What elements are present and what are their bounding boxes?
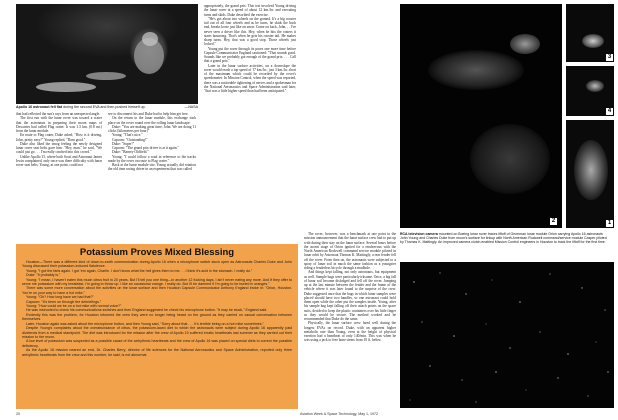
paragraph: The rover, however, was a benchmark at one point in the mission announcement that the lunar surface crew had to put up with during their stay on the lunar surface. Several hours before the ascent stage of Orion ignited for a rendezvous with the North American Rockwell command service module piloted in lunar orbit by Astronaut Thomas K. Mattingly, a rear fender fell off the rover. From then on, the astronauts were subjected to a spray of lunar soil in much the same fashion as a youngster riding a fenderless bicycle through a mudhole. <box>304 232 396 270</box>
paragraph: Unlike Apollo 15, where both Scott and Astronaut James Irwin complained, only once was there difficulty with lunar rover seat belts. Young, at one point, could not <box>16 154 102 167</box>
paragraph: On the return to the lunar module, this exchange took place on the rover round over the rolling lunar landscape: <box>108 116 196 125</box>
paragraph: Later in the lunar surface activities, on a downslope the rover would reach a top speed of 17 km./hr., just 3 km./hr. short of the maximum which could be recorded by the rover's speedometer. In Mission Control, when the speed was reported, there was a noticeable tightening of nerves and a spokesman for the National Aeronautics and Space Administration said later, "that was a little higher speed than had been anticipated." <box>204 63 297 93</box>
sidebar-paragraph: Young: "How could we be on a hot mike with normal voice?" <box>26 304 122 309</box>
sidebar-paragraph: Young: "I mean, I haven't eaten this much citrus fruit in 20 years. But I'll tell you one thing—in another 12 fucking days, I ain't never eating any more. And if they offer to serve me potassium with my breakfast, I'm going to throw up. I like an occasional orange, I really do. But I'll be damned if I'm going to be buried in oranges." <box>22 277 292 287</box>
star-field-photo <box>400 262 614 408</box>
liftoff-tv-frame-4 <box>566 66 614 116</box>
sidebar-paragraph: He was instructed to check his communications switches and then England suggested he check his microphone button. "It may be stuck," England said. <box>26 308 268 313</box>
photo-caption: Apollo 16 astronaut fell flat during the second EVA and then pushed himself up. —NASA <box>16 105 198 109</box>
paragraph: see to disconnect his and Duke had to help him get free. <box>108 112 189 116</box>
sidebar-paragraph: There was some more conversation about the activities on the lunar surface and then Houston Capsule Communicator Anthony England broke in: "Orion, Houston. You're on your way to have a hot mike." <box>22 286 292 295</box>
paragraph: En route to Flag crater, Duke asked, "How is it driving, John, pretty easy?" Young replied, "Darn good." <box>16 133 102 142</box>
sidebar-paragraph: Later, Houston again was asked about the microphone button, and then Young said, "Sorry about that . . . It's terrible being on a hot mike sometimes." <box>26 321 264 326</box>
sidebar-paragraph: Duke: "It probably is." <box>26 273 61 278</box>
paragraph: The first run with the lunar rover was toward a crater that the astronauts in preparing their moon maps of Descartes had called Flag crater. It was 1.3 km. (0.8 mi.) from the lunar module. <box>16 116 102 133</box>
frame-number: 1 <box>607 220 612 226</box>
page-number: 20 <box>16 412 20 416</box>
journal-footer: Aviation Week & Space Technology, May 1, 1972 <box>300 412 379 416</box>
sidebar-paragraph: As the Apollo 16 mission neared an end, Dr. Charles Berry, director of life sciences for the National Aeronautics and Space Administration, reported only three arrhythmic heartbeats from the crew and this number, he said, is not abnormal. <box>22 348 292 357</box>
sidebar-title: Potassium Proves Mixed Blessing <box>79 247 235 258</box>
paragraph: Young: "I could follow a road in reference to the tracks made by the rover on route to Flag crater." <box>108 154 196 163</box>
sidebar-paragraph: Despite Young's complaints about the overabundance of citrus, the potassium-laced diet to which the astronauts were subject during Apollo 16 apparently paid dividends from a medical standpoint. The diet was introduced for the mission after the crew of Apollo 15 suffered erratic heartbeats last summer as they carried out their mission to the moon. <box>22 326 292 339</box>
liftoff-tv-frame-3 <box>566 4 614 62</box>
potassium-sidebar <box>16 244 298 409</box>
frame-number: 2 <box>551 218 556 224</box>
article-column-2 <box>108 112 196 172</box>
paragraph: Capcom: "The grand prix driver is at it again." <box>112 146 179 150</box>
article-column-3 <box>204 4 296 93</box>
paragraph: "He's got about two wheels on the ground. It's a big rooster tail out of all four wheels and as he turns, he skids the back end, breaks loose just like on snow. Come on back, John. . . I've never seen a driver like this. Hey, when he hits the craters it starts bouncing. That's when he gets his rooster tail. He makes sharp turns. Hey, that was a good stop. Those wheels just locked." <box>204 16 296 47</box>
astronaut-photo <box>16 4 198 104</box>
sidebar-paragraph: Young: "Oh? How long have we had that?" <box>26 295 94 300</box>
frame-number: 4 <box>607 108 612 114</box>
paragraph: that had reflected the sun's rays from an unexpected angle. <box>16 112 101 116</box>
paragraph: appropriately, the grand prix. This test involved Young driving the lunar rover at a speed of about 12 km./hr. and executing turns and skids. Duke described the exercise. <box>204 4 296 17</box>
sidebar-paragraph: Evidently this was the problem, for Houston informed the crew they were no longer being heard on the ground as they carried on casual conversation between themselves. <box>22 312 292 322</box>
sidebar-paragraph: Houston—There was a different kind of down-to-earth communication during Apollo 16 when a microphone switch stuck open as Astronauts Charles Duke and John Young discussed their potassium-induced flatulence. <box>22 260 292 269</box>
paragraph: Physically, the lunar surface crew fared well during the longest EVAs on record. Duke, with an apparent higher metabolic rate than Young, even at the height of physical exertion had a heartbeat of only 140/min. This was when he was using a jack to free bone stems from 10 ft. below <box>304 321 396 343</box>
sidebar-body <box>22 260 292 357</box>
article-column-4 <box>304 232 396 343</box>
paragraph: Back at the lunar module site, Young actually did rotation the old time racing driver in an experiment that was called <box>108 163 196 172</box>
paragraph: Young: "That's nice." <box>112 133 143 138</box>
sidebar-paragraph: Young: "I got the farts again. I got 'em again, Charlie. I don't know what the hell gives them to me. . . I think it's acid in the stomach. I really do." <box>26 268 253 273</box>
photo-credit: —NASA <box>184 105 198 109</box>
paragraph: Duke: "Super!" <box>112 141 135 146</box>
paragraph: Duke: "Barney Oldfield." <box>112 150 149 155</box>
paragraph: Young put the rover through its paces one more time before Capsule Communicator England cautioned: "That sounds good. Sounds like we probably got enough of the grand prix. . . . Call that a grand prix." <box>204 46 296 64</box>
paragraph: Capcom: "Outstanding!" <box>112 137 148 142</box>
star-field-graphic <box>400 262 614 408</box>
article-column-1 <box>16 112 102 167</box>
paragraph: Duke: "You are making great time, John. We are doing 11 clicks [kilometers per hour]" <box>108 124 196 133</box>
tv-camera-caption: RCA television camera mounted on Boeing lunar rover traces liftoff of Grumman lunar module Orion carrying Apollo 16 astronauts John Young and Charles Duke from moon's surface for linkup with North American Rockwell command/service module Casper piloted by Thomas K. Mattingly. An improved camera clutch enabled Mission Control engineers in Houston to track the liftoff for the first time. <box>400 232 607 245</box>
paragraph: And things kept falling, not only astronauts, but equipment as well. Sample bags were particularly irksome. Once, a big fall of lunar soil became dislodged and fell off the rover. Jumping up at the last minute between the fender and the frame of the vehicle where it was later found to the surprise of the crew. Duke suggested once that the bags in which lunar samples were placed should have two handles, so one astronaut could hold them open while the other put the samples inside. Young, after his sample bag kept falling off their attach points on the space suits, decided to keep the plastic containers over his little finger so they would be secure. The method worked and he recommended that Duke do the same. <box>304 270 396 321</box>
liftoff-tv-frame-large <box>400 4 562 228</box>
sidebar-paragraph: A low level of potassium was suspected as a possible cause of the arrhythmic heartbeats and the crew of Apollo 16 was placed on special diets to correct the possible deficiency. <box>22 339 292 348</box>
paragraph: Duke also liked the smog feeling the newly designed lunar rover seat belts gave him. "Hey, man," he said, "We could just go . . . I'm really cinched into this crowd." <box>16 141 102 155</box>
frame-number: 3 <box>607 54 612 60</box>
sidebar-paragraph: Capcom: "It's been on through the debriefings." <box>26 299 102 304</box>
liftoff-tv-frame-1 <box>566 120 614 228</box>
